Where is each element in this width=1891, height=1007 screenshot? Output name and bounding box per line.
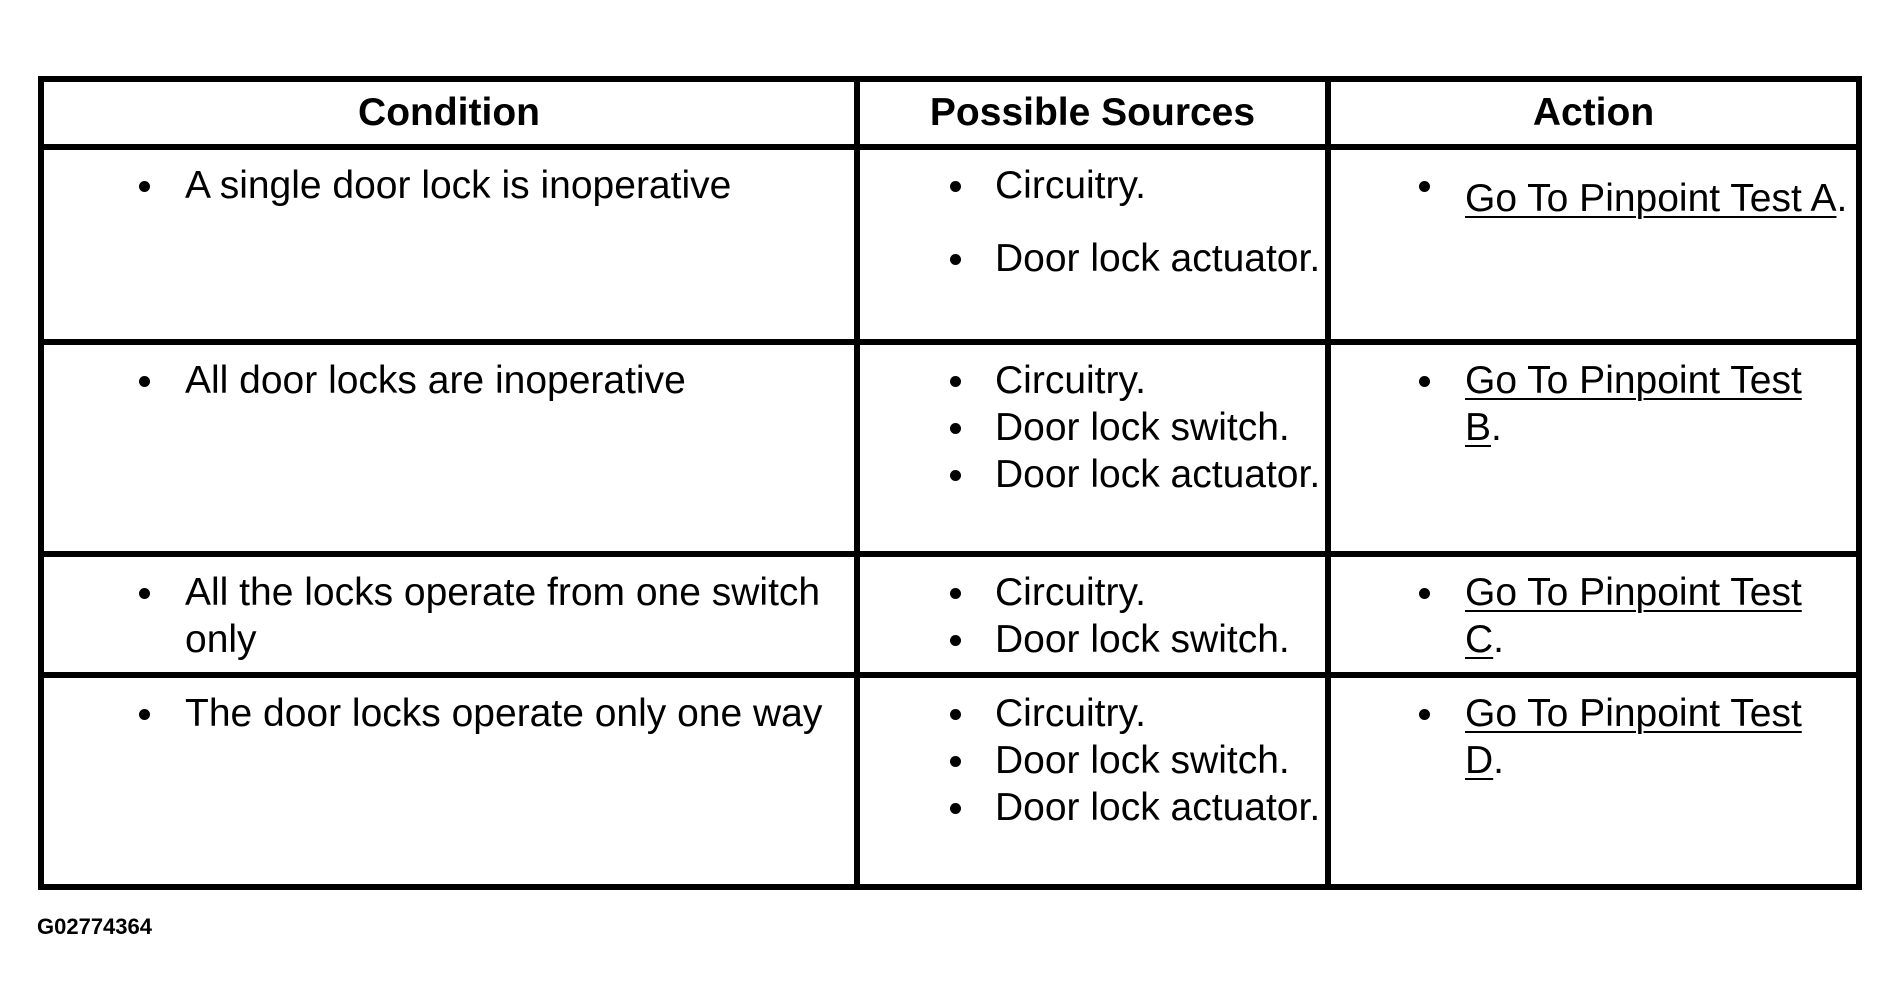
condition-cell [41, 675, 857, 887]
action-cell [1328, 147, 1859, 342]
table-row [41, 675, 1859, 887]
sources-cell [857, 147, 1328, 342]
action-item [1465, 690, 1848, 784]
bullet-icon [139, 588, 150, 599]
condition-item [185, 357, 834, 404]
source-text: Door lock switch. [995, 738, 1290, 782]
source-text: Circuitry. [995, 359, 1146, 403]
source-text: Door lock switch. [995, 406, 1290, 450]
condition-text: All door locks are inoperative [185, 359, 686, 403]
bullet-icon [950, 709, 961, 720]
condition-item [185, 569, 834, 663]
source-item [995, 162, 1321, 209]
bullet-icon [1419, 181, 1430, 192]
action-item [1465, 162, 1848, 236]
source-item [995, 690, 1321, 737]
bullet-icon [1419, 588, 1430, 599]
source-item [995, 451, 1321, 498]
symptom-chart-table [38, 76, 1862, 890]
header-possible-sources: Possible Sources [857, 79, 1328, 147]
source-item [995, 569, 1321, 616]
action-item [1465, 569, 1848, 663]
figure-id: G02774364 [37, 914, 152, 939]
source-text: Door lock actuator. [995, 237, 1321, 280]
sources-cell [857, 675, 1328, 887]
bullet-icon [950, 470, 961, 481]
pinpoint-test-c-link[interactable]: Go To Pinpoint Test C [1465, 571, 1802, 662]
action-cell [1328, 554, 1859, 675]
condition-text: All the locks operate from one switch only [185, 571, 821, 662]
action-suffix: . [1491, 406, 1502, 450]
bullet-icon [950, 635, 961, 646]
sources-cell [857, 342, 1328, 554]
bullet-icon [1419, 376, 1430, 387]
header-action: Action [1328, 79, 1859, 147]
condition-text: The door locks operate only one way [185, 691, 823, 735]
source-item [995, 784, 1321, 831]
condition-cell [41, 554, 857, 675]
table-row [41, 147, 1859, 342]
condition-item [185, 690, 834, 737]
header-row [41, 79, 1859, 147]
source-item [995, 404, 1321, 451]
bullet-icon [950, 588, 961, 599]
pinpoint-test-a-link[interactable]: Go To Pinpoint Test A [1465, 177, 1837, 220]
source-item [995, 235, 1321, 282]
action-suffix: . [1836, 177, 1848, 220]
action-item [1465, 357, 1848, 451]
bullet-icon [139, 709, 150, 720]
condition-cell [41, 147, 857, 342]
bullet-icon [139, 181, 150, 192]
source-text: Door lock switch. [995, 618, 1290, 662]
bullet-icon [950, 756, 961, 767]
source-item [995, 737, 1321, 784]
table-row [41, 342, 1859, 554]
action-suffix: . [1493, 618, 1505, 662]
bullet-icon [950, 803, 961, 814]
source-item [995, 616, 1321, 663]
bullet-icon [950, 181, 961, 192]
action-cell [1328, 675, 1859, 887]
bullet-icon [950, 423, 961, 434]
bullet-icon [139, 376, 150, 387]
condition-item [185, 162, 834, 209]
header-condition: Condition [41, 79, 857, 147]
source-text: Door lock actuator. [995, 453, 1321, 497]
pinpoint-test-d-link[interactable]: Go To Pinpoint Test D [1465, 691, 1802, 782]
action-cell [1328, 342, 1859, 554]
source-text: Circuitry. [995, 571, 1146, 615]
bullet-icon [1419, 709, 1430, 720]
bullet-icon [950, 376, 961, 387]
condition-cell [41, 342, 857, 554]
source-item [995, 357, 1321, 404]
bullet-icon [950, 254, 961, 265]
source-text: Circuitry. [995, 164, 1146, 207]
action-suffix: . [1493, 738, 1505, 782]
source-text: Door lock actuator. [995, 785, 1321, 829]
sources-cell [857, 554, 1328, 675]
pinpoint-test-b-link[interactable]: Go To Pinpoint Test B [1465, 359, 1802, 450]
table-row [41, 554, 1859, 675]
condition-text: A single door lock is inoperative [185, 164, 732, 207]
source-text: Circuitry. [995, 691, 1146, 735]
